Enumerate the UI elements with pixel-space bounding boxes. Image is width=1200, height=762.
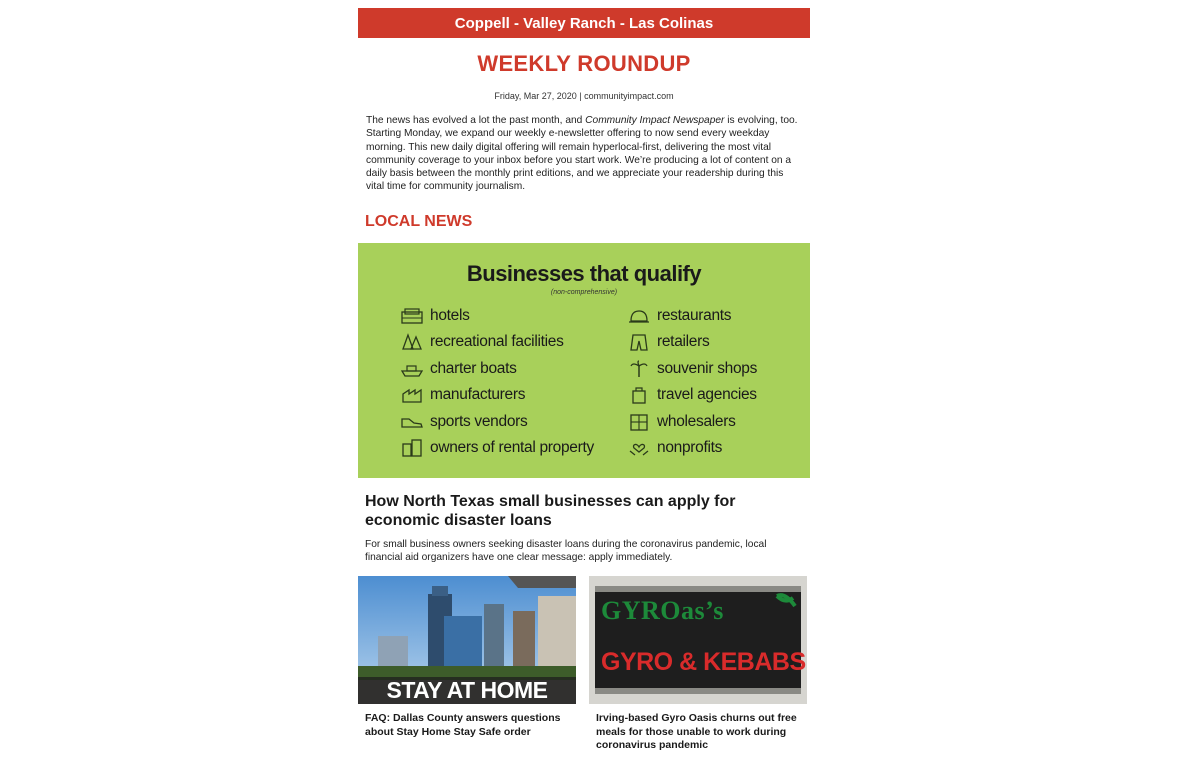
- list-item-label: wholesalers: [657, 412, 736, 430]
- sign-bottom-text: GYRO & KEBABS: [601, 648, 806, 677]
- intro-text-start: The news has evolved a lot the past month, and: [366, 115, 586, 126]
- intro-paragraph: [366, 114, 803, 194]
- list-item-label: owners of rental property: [430, 438, 594, 456]
- intro-text-rest: is evolving, too. Starting Monday, we expand our weekly e-newsletter offering to now send every weekday morning. This new daily digital offering will remain hyperlocal-first, delivering the most vital community coverage to your inbox before you start work. We’re producing a lot of content on a daily basis between the monthly print editions, and we appreciate your readership during this vital time for community journalism.: [366, 115, 798, 193]
- list-item: [628, 303, 757, 329]
- list-item: [401, 408, 594, 434]
- story-card-title[interactable]: Irving-based Gyro Oasis churns out free meals for those unable to work during coronavirus pandemic: [596, 712, 797, 752]
- cloche-icon: [628, 307, 650, 325]
- list-item: [628, 435, 757, 461]
- list-item-label: restaurants: [657, 306, 732, 324]
- list-item-label: manufacturers: [430, 386, 526, 404]
- list-item-label: recreational facilities: [430, 333, 564, 351]
- story-card-title[interactable]: FAQ: Dallas County answers questions about Stay Home Stay Safe order: [365, 712, 561, 738]
- lead-story-image[interactable]: [358, 243, 810, 478]
- region-banner[interactable]: [358, 8, 810, 38]
- list-item: [628, 408, 757, 434]
- list-item: [401, 329, 594, 355]
- newsletter-email: [358, 8, 810, 756]
- buildings-icon: [401, 439, 423, 457]
- hotel-icon: [401, 307, 423, 325]
- graphic-subtitle: (non-comprehensive): [550, 288, 618, 296]
- list-item: [401, 303, 594, 329]
- factory-icon: [401, 386, 423, 404]
- sign-top-text: GYROas’s: [601, 596, 724, 626]
- list-item: [401, 435, 594, 461]
- list-item-label: retailers: [657, 333, 710, 351]
- story-cards: [358, 576, 810, 756]
- dateline: Friday, Mar 27, 2020 | communityimpact.com: [494, 91, 674, 101]
- list-item: [401, 356, 594, 382]
- story-card-gyro-oasis[interactable]: [589, 576, 807, 753]
- gyro-oasis-photo[interactable]: [589, 576, 807, 704]
- stay-home-photo[interactable]: [358, 576, 576, 704]
- graphic-title: Businesses that qualify: [466, 260, 702, 286]
- clothing-icon: [628, 333, 650, 351]
- region-label: Coppell - Valley Ranch - Las Colinas: [454, 14, 714, 32]
- shoe-icon: [401, 413, 423, 431]
- list-item: [628, 329, 757, 355]
- list-item-label: charter boats: [430, 359, 517, 377]
- list-item-label: sports vendors: [430, 412, 528, 430]
- qualify-list-right: [628, 303, 757, 461]
- list-item-label: nonprofits: [657, 438, 723, 456]
- lead-story-headline[interactable]: How North Texas small businesses can apply for economic disaster loans: [365, 492, 736, 529]
- section-heading-local-news: LOCAL NEWS: [365, 212, 473, 230]
- list-item-label: hotels: [430, 306, 470, 324]
- trees-icon: [401, 333, 423, 351]
- lead-story-summary: For small business owners seeking disaster loans during the coronavirus pandemic, local financial aid organizers have one clear message: apply immediately.: [365, 538, 767, 564]
- newsletter-title: WEEKLY ROUNDUP: [477, 51, 691, 76]
- publication-name: Community Impact Newspaper: [585, 115, 725, 126]
- boat-icon: [401, 360, 423, 378]
- palm-icon: [628, 360, 650, 378]
- story-card-stay-home[interactable]: [358, 576, 576, 739]
- crate-icon: [628, 413, 650, 431]
- list-item-label: travel agencies: [657, 386, 757, 404]
- stay-home-caption: STAY AT HOME: [358, 677, 576, 704]
- qualify-list-left: [401, 303, 594, 461]
- list-item: [628, 382, 757, 408]
- list-item: [628, 356, 757, 382]
- list-item: [401, 382, 594, 408]
- heart-hands-icon: [628, 439, 650, 457]
- list-item-label: souvenir shops: [657, 359, 758, 377]
- luggage-icon: [628, 386, 650, 404]
